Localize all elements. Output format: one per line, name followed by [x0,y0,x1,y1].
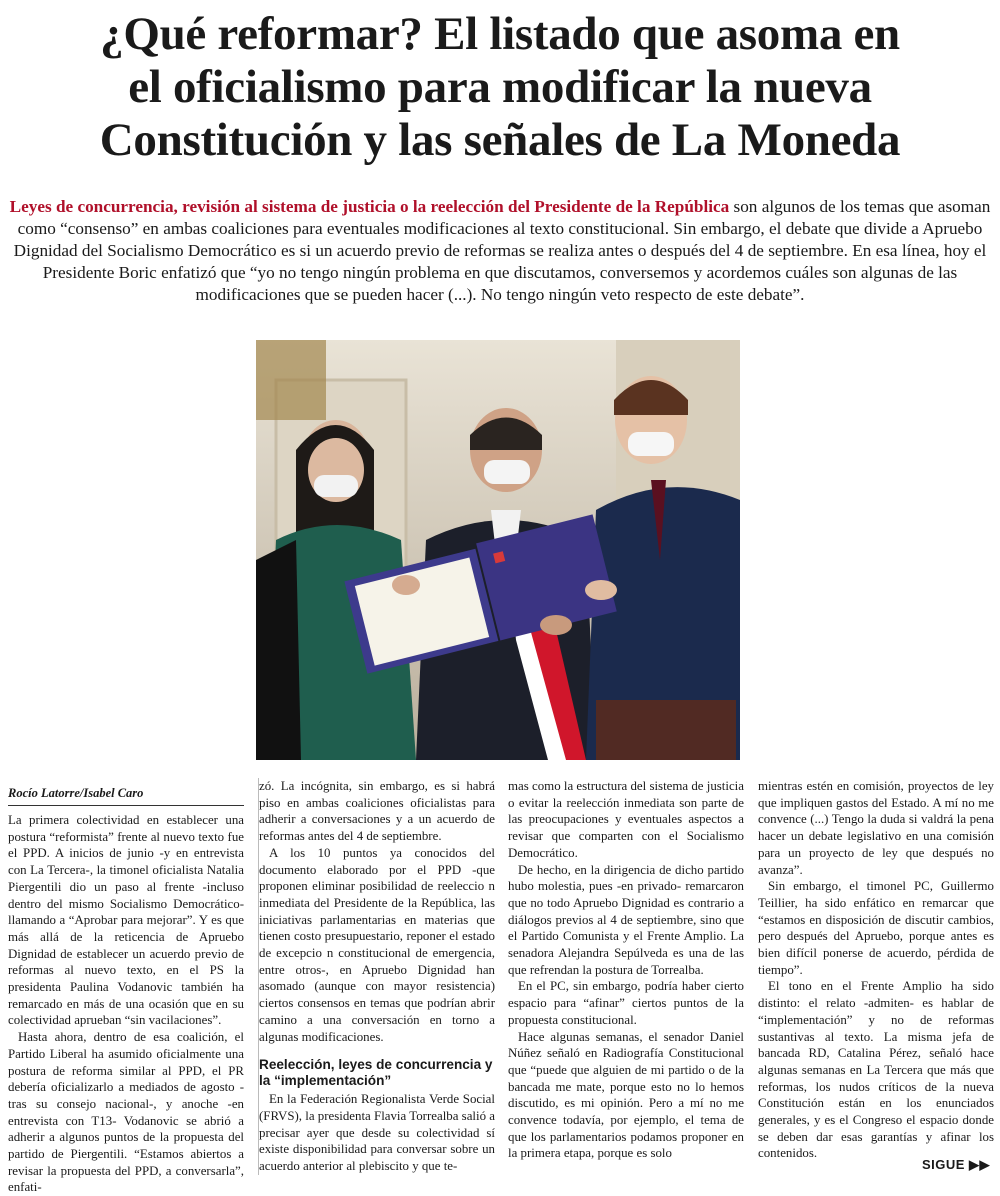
column-2-paragraph-3: En la Federación Regionalista Verde Social (FRVS), la presidenta Flavia Torrealba salió a precisar ayer que desde su colectividad sí existe disponibilidad para conversar sobre un acuerdo anterior al plebiscito y que te- [259,1092,495,1174]
headline [0,8,1000,167]
column-1-paragraph-1: La primera colectividad en establecer una postura “reformista” frente al nuevo texto fue el PPD. A inicios de junio -y en entrevista con La Tercera-, la timonel oficialista Natalia Piergentili dio un paso al frente -incluso dentro del mismo Socialismo Democrático- llamando a “Aprobar para mejorar”. Y es que más allá de la reticencia de Apruebo Dignidad de establecer un acuerdo previo de reformas al nuevo texto, en el PS la presidenta Paulina Vodanovic también ha remarcado en más de una ocasión que en su colectividad aprueban “sin vacilaciones”. [8,813,244,1028]
column-4-paragraph-3: El tono en el Frente Amplio ha sido distinto: el relato -admiten- es hablar de “implementación” y no de reformas sustantivas al texto. La misma jefa de bancada RD, Catalina Pérez, señaló hace algunas semanas en La Tercera que más que reformas, los nudos críticos de la nueva Constitución están en los enunciados generales, y es el Congreso el espacio donde se deben dar esas garantías y afinar los contenidos. [758,979,994,1161]
column-2-paragraph-2: A los 10 puntos ya conocidos del documento elaborado por el PPD -que proponen eliminar posibilidad de reeleccio n inmediata del Presidente de la República, las iniciativas parlamentarias en materias que tienen costo presupuestario, reponer el estado de excepcio n constitucional de emergencia, entre otros-, en Apruebo Dignidad han asomado (aunque con mayor resistencia) ciertos consensos en temas que podrían abrir camino a una conversación en torno a algunas modificaciones. [259,845,495,1044]
headline-line-2: el oficialismo para modificar la nueva [128,61,872,113]
column-3-paragraph-4: Hace algunas semanas, el senador Daniel Núñez señaló en Radiografía Constitucional que “puede que alguien de mi partido o de la bancada me mate, porque esto no lo hemos discutido, es mi opinión. Pero a mí no me convence todavía, por ejemplo, el tema de que los parlamentarios podamos proponer en la primera etapa, porque es solo [508,1029,744,1161]
column-1-paragraph-2: Hasta ahora, dentro de esa coalición, el Partido Liberal ha asumido oficialmente una postura de reforma similar al PPD, el PR debería oficializarlo a mediados de agosto -tras su consejo nacional-, y anoche -en entrevista con T13- Vodanovic se abrió a adherir a algunos puntos de la propuesta del partido de Piergentili. “Estamos abiertos a revisar la propuesta del PPD, a conversarla”, enfati- [8,1030,244,1195]
column-1 [8,812,244,1196]
column-2-paragraph-1: zó. La incógnita, sin embargo, es si habrá piso en ambas coaliciones oficialistas para adherir a conversaciones y a un acuerdo de reformas antes del 4 de septiembre. [259,779,495,844]
photo-illustration [256,340,740,760]
column-3-paragraph-1: mas como la estructura del sistema de justicia o evitar la reelección inmediata son parte de las preocupaciones y eventuales aspectos a revisar que comparten con el Socialismo Democrático. [508,779,744,860]
lead-paragraph [8,196,992,306]
lead-highlight: Leyes de concurrencia, revisión al sistema de justicia o la reelección del Presidente de la República [9,197,730,216]
column-4 [758,778,994,1162]
column-3-paragraph-3: En el PC, sin embargo, podría haber cierto espacio para “afinar” ciertos puntos de la propuesta constitucional. [508,979,744,1027]
column-4-paragraph-1: mientras estén en comisión, proyectos de ley que impliquen gastos del Estado. A mí no me convence (...) Tengo la duda si valdrá la pena hacer un debate legislativo en una comisión para un proyecto de ley que después no avanza”. [758,779,994,877]
column-3 [508,778,744,1162]
byline: Rocío Latorre/Isabel Caro [8,786,244,806]
continue-link[interactable]: SIGUE ▶▶ [921,1157,990,1172]
column-2 [258,778,495,1175]
column-3-paragraph-2: De hecho, en la dirigencia de dicho partido hubo molestia, pues -en privado- remarcaron que no todo Apruebo Dignidad es contrario a diálogos previos al 4 de septiembre, sino que el Partido Comunista y el Frente Amplio. La senadora Alejandra Sepúlveda es una de las que refrendan la postura de Torrealba. [508,862,744,977]
headline-line-3: Constitución y las señales de La Moneda [99,114,901,166]
section-subhead: Reelección, leyes de concurrencia y la “implementación” [259,1057,493,1089]
column-4-paragraph-2: Sin embargo, el timonel PC, Guillermo Teillier, ha sido enfático en remarcar que “estamos en disposición de discutir cambios, pero después del Apruebo, porque antes es bien difícil ponerse de acuerdo, pérdida de tiempo”. [758,879,994,977]
news-photo [256,340,740,760]
lead-text: son algunos de los temas que asoman como “consenso” en ambas coaliciones para eventuales modificaciones al texto constitucional. Sin embargo, el debate que divide a Apruebo Dignidad del Socialismo Democrático es si un acuerdo previo de reformas se realiza antes o después del 4 de septiembre. En esa línea, hoy el Presidente Boric enfatizó que “yo no tengo ningún problema en que discutamos, conversemos y acordemos cuáles son algunas de las modificaciones que se pueden hacer (...). No tengo ningún veto respecto de este debate”. [13,197,991,304]
headline-line-1: ¿Qué reformar? El listado que asoma en [100,8,900,60]
